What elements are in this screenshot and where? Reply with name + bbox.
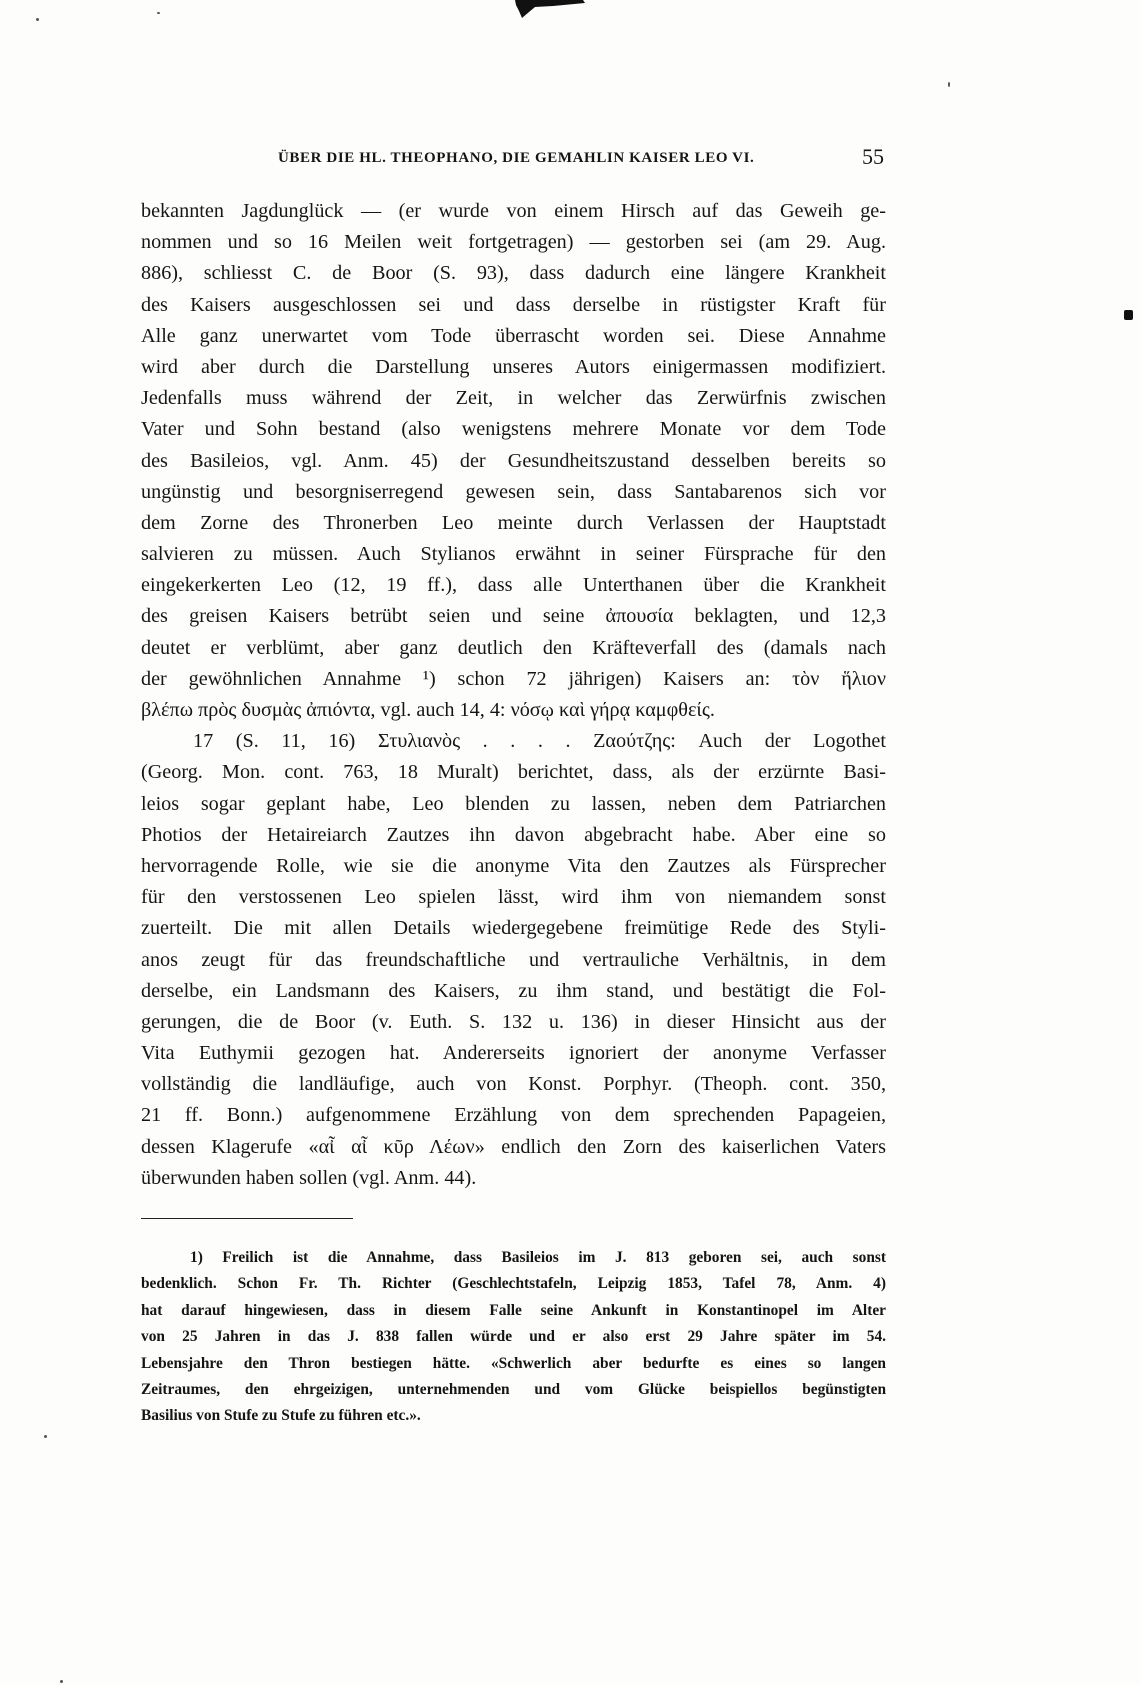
text-line: leios sogar geplant habe, Leo blenden zu lassen, neben dem Patriarchen [141, 792, 886, 815]
text-line: der gewöhnlichen Annahme ¹) schon 72 jährigen) Kaisers an: τὸν ἥλιον [141, 667, 886, 690]
running-header [278, 144, 898, 174]
text-line: (Georg. Mon. cont. 763, 18 Muralt) berichtet, dass, als der erzürnte Basi- [141, 761, 886, 784]
text-line: Vater und Sohn bestand (also wenigstens mehrere Monate vor dem Tode [141, 418, 886, 441]
text-line: salvieren zu müssen. Auch Stylianos erwähnt in seiner Fürsprache für den [141, 543, 886, 566]
text-line: βλέπω πρὸς δυσμὰς ἀπιόντα, vgl. auch 14, 4: νόσῳ καὶ γήρᾳ καμφθείς. [141, 699, 715, 721]
text-line: 886), schliesst C. de Boor (S. 93), dass dadurch eine längere Krankheit [141, 262, 886, 285]
ink-blot-mark [513, 0, 591, 20]
running-title: ÜBER DIE HL. THEOPHANO, DIE GEMAHLIN KAISER LEO VI. [278, 150, 755, 166]
footnote-line: hat darauf hingewiesen, dass in diesem Falle seine Ankunft in Konstantinopel im Alter [141, 1301, 886, 1319]
text-line: Photios der Hetaireiarch Zautzes ihn davon abgebracht habe. Aber eine so [141, 823, 886, 846]
text-line: des Kaisers ausgeschlossen sei und dass derselbe in rüstigster Kraft für [141, 293, 886, 316]
text-line: Alle ganz unerwartet vom Tode überrascht worden sei. Diese Annahme [141, 324, 886, 347]
scan-speck [157, 12, 160, 14]
footnote-line: Basilius von Stufe zu Stufe zu führen etc.». [141, 1407, 421, 1425]
footnote-line: 1) Freilich ist die Annahme, dass Basileios im J. 813 geboren sei, auch sonst [190, 1249, 886, 1266]
text-line: Vita Euthymii gezogen hat. Andererseits ignoriert der anonyme Verfasser [141, 1042, 886, 1065]
text-line: deutet er verblümt, aber ganz deutlich den Kräfteverfall des (damals nach [141, 636, 886, 659]
text-line: eingekerkerten Leo (12, 19 ff.), dass alle Unterthanen über die Krankheit [141, 574, 886, 597]
text-line: vollständig die landläufige, auch von Konst. Porphyr. (Theoph. cont. 350, [141, 1073, 886, 1096]
text-line: derselbe, ein Landsmann des Kaisers, zu ihm stand, und bestätigt die Fol- [141, 979, 886, 1002]
footnote-line: Lebensjahre den Thron bestiegen hätte. «Schwerlich aber bedurfte es eines so langen [141, 1354, 886, 1372]
text-line: des greisen Kaisers betrübt seien und seine ἀπουσία beklagten, und 12,3 [141, 605, 886, 628]
text-line: zuerteilt. Die mit allen Details wiedergegebene freimütige Rede des Styli- [141, 917, 886, 940]
page-number: 55 [862, 144, 884, 169]
text-line: dessen Klagerufe «αἶ αἶ κῦρ Λέων» endlich den Zorn des kaiserlichen Vaters [141, 1135, 886, 1158]
text-line: bekannten Jagdunglück — (er wurde von einem Hirsch auf das Geweih ge- [141, 200, 886, 222]
text-line: wird aber durch die Darstellung unseres Autors einigermassen modifiziert. [141, 355, 886, 378]
text-line: gerungen, die de Boor (v. Euth. S. 132 u. 136) in dieser Hinsicht aus der [141, 1010, 886, 1033]
text-line: überwunden haben sollen (vgl. Anm. 44). [141, 1166, 477, 1189]
text-line: Jedenfalls muss während der Zeit, in welcher das Zerwürfnis zwischen [141, 387, 886, 410]
footnote-line: Zeitraumes, den ehrgeizigen, unternehmenden und vom Glücke beispiellos begünstigten [141, 1380, 886, 1398]
scan-speck [36, 18, 39, 21]
text-line: 21 ff. Bonn.) aufgenommene Erzählung von dem sprechenden Papageien, [141, 1104, 886, 1127]
text-line: anos zeugt für das freundschaftliche und vertrauliche Verhältnis, in dem [141, 948, 886, 971]
scan-speck [60, 1680, 63, 1683]
main-text [141, 196, 886, 1194]
text-line-paragraph-start: 17 (S. 11, 16) Στυλιανὸς . . . . Ζαούτζης: Auch der Logothet [193, 730, 886, 753]
text-line: des Basileios, vgl. Anm. 45) der Gesundheitszustand desselben bereits so [141, 449, 886, 472]
text-line: hervorragende Rolle, wie sie die anonyme Vita den Zautzes als Fürsprecher [141, 854, 886, 877]
footnote-line: von 25 Jahren in das J. 838 fallen würde und er also erst 29 Jahre später im 54. [141, 1328, 886, 1346]
text-line: ungünstig und besorgniserregend gewesen sein, dass Santabarenos sich vor [141, 480, 886, 503]
footnote-rule [141, 1218, 353, 1219]
scan-speck [1124, 310, 1133, 320]
scan-speck [44, 1435, 47, 1438]
footnote [141, 1245, 886, 1430]
scan-speck [948, 82, 950, 87]
text-line: nommen und so 16 Meilen weit fortgetragen) — gestorben sei (am 29. Aug. [141, 231, 886, 254]
footnote-line: bedenklich. Schon Fr. Th. Richter (Geschlechtstafeln, Leipzig 1853, Tafel 78, Anm. 4) [141, 1275, 886, 1293]
text-line: dem Zorne des Thronerben Leo meinte durch Verlassen der Hauptstadt [141, 511, 886, 534]
text-line: für den verstossenen Leo spielen lässt, wird ihm von niemandem sonst [141, 886, 886, 909]
